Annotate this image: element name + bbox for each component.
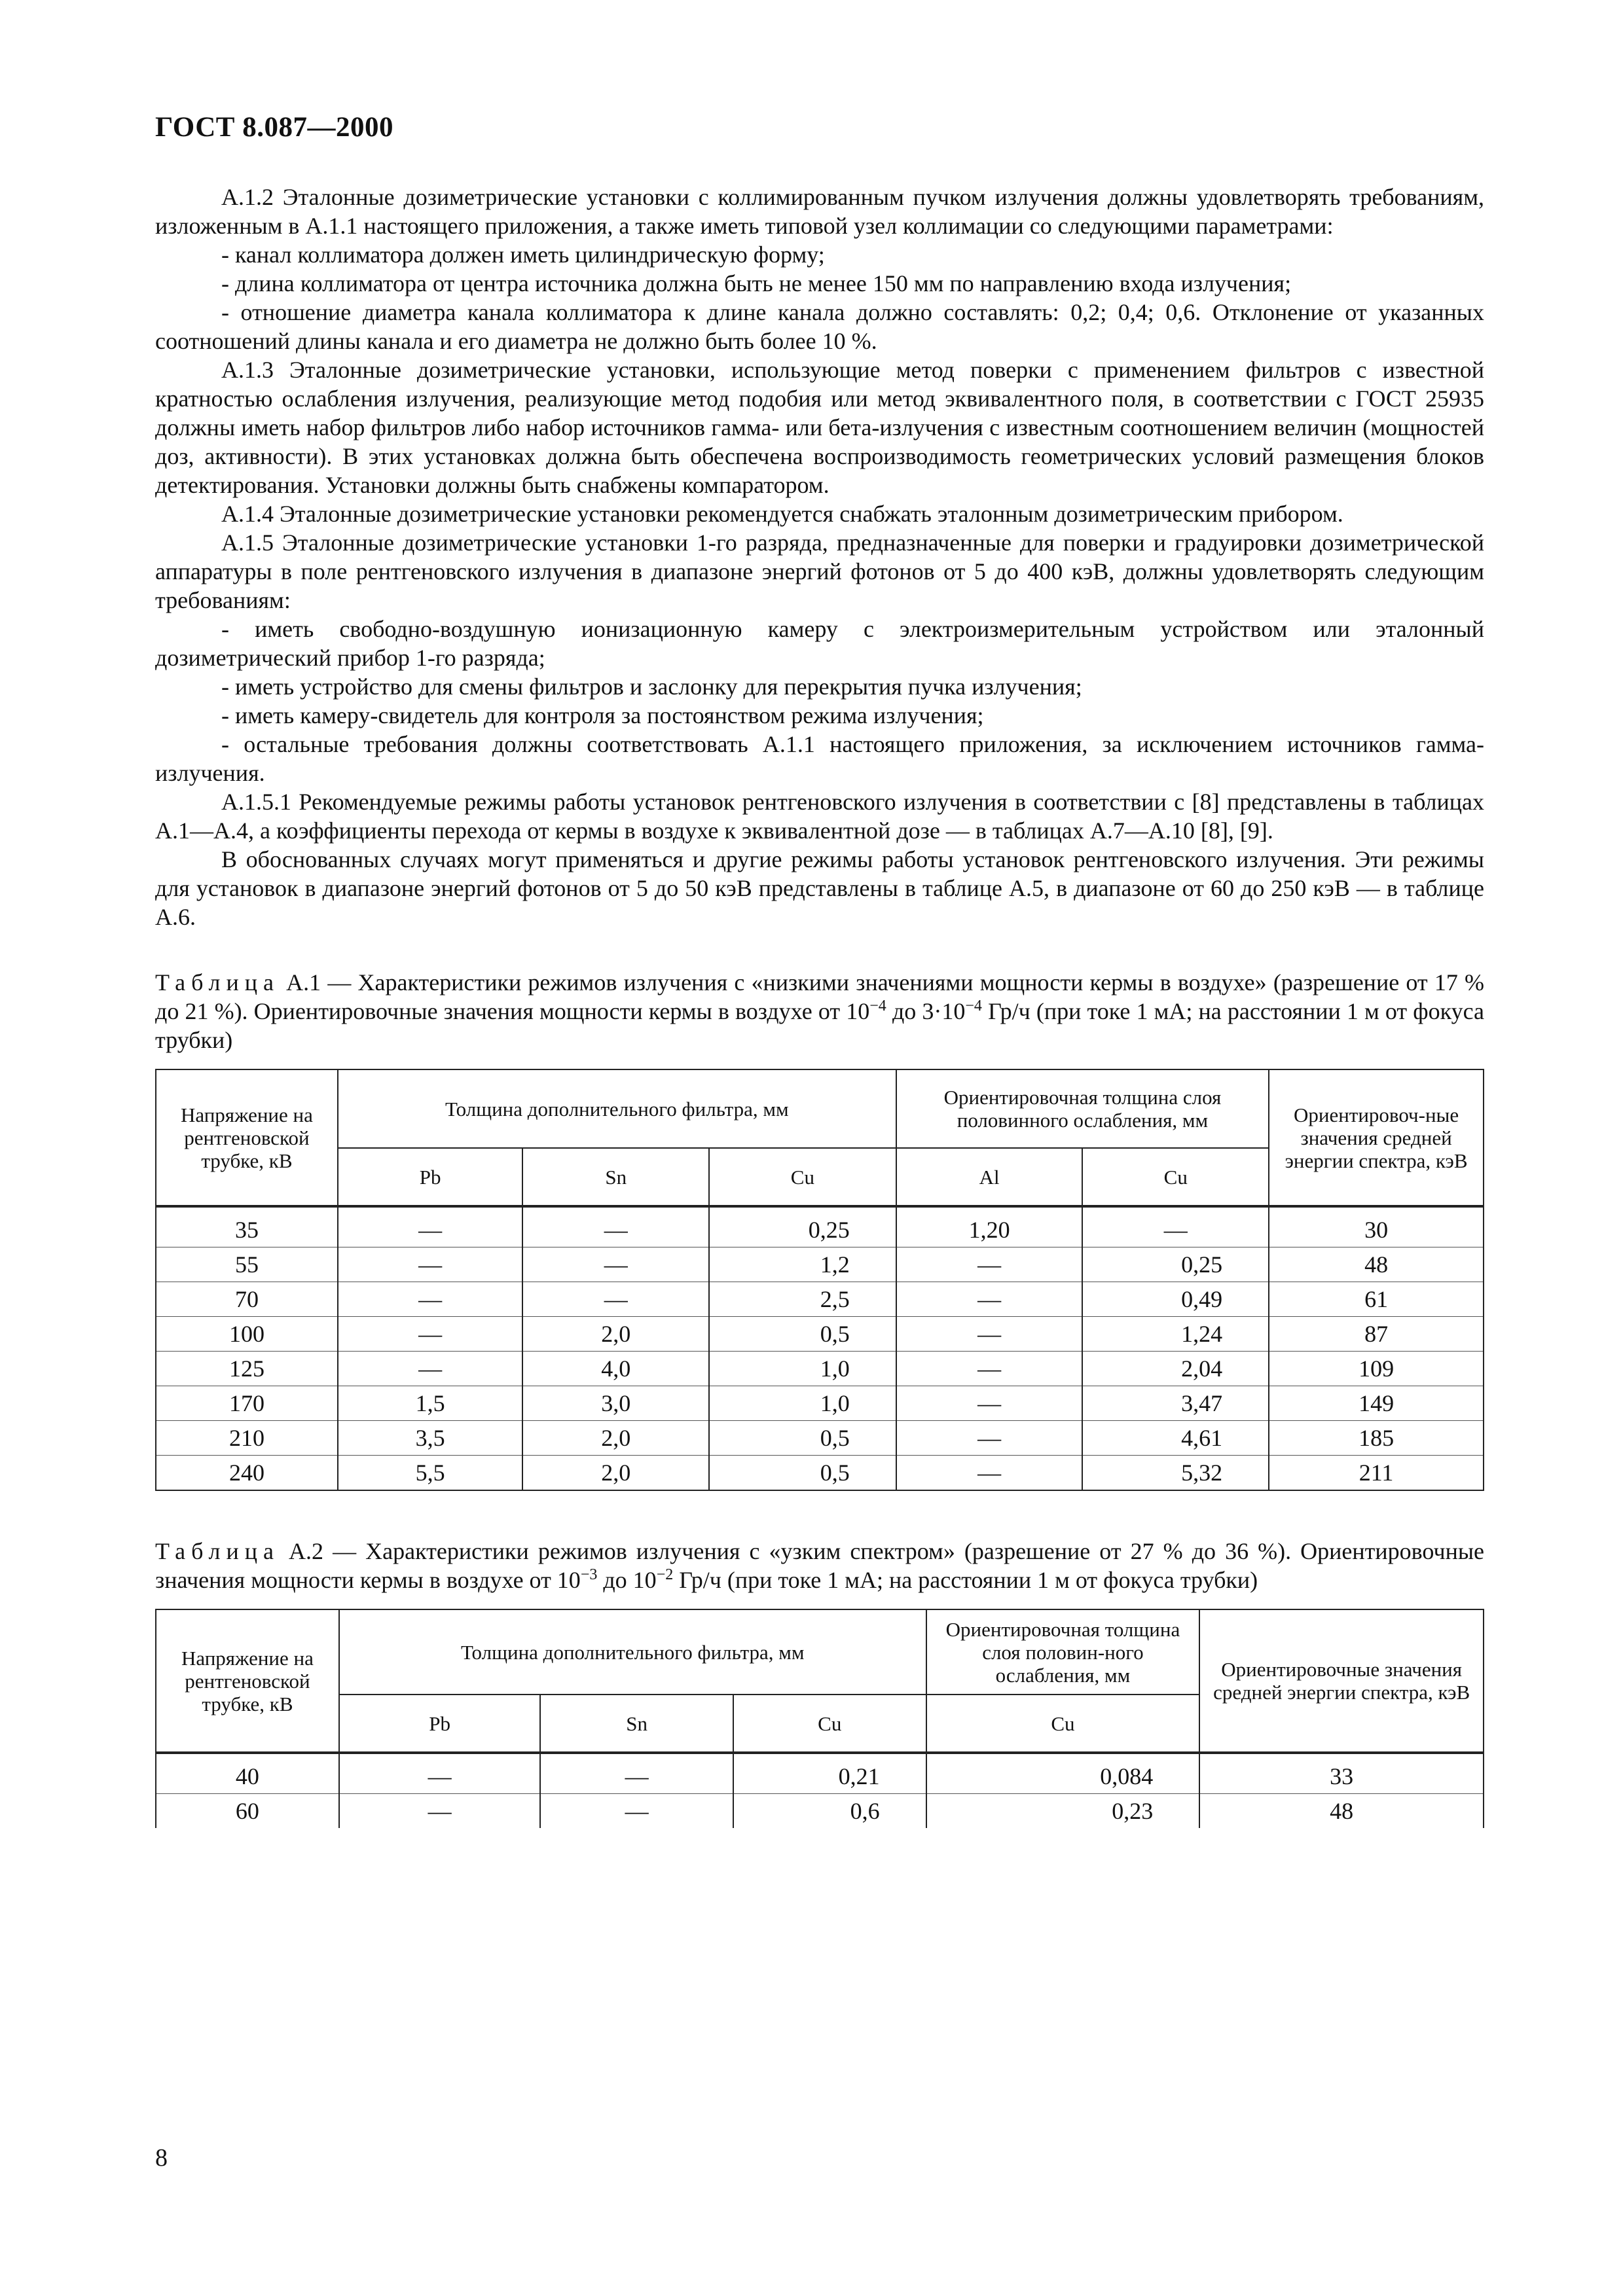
document-page	[155, 111, 1484, 1828]
table-cell: —	[896, 1247, 1083, 1282]
column-header-hvl: Ориентировочная толщина слоя половин-ного ослабления, мм	[926, 1609, 1200, 1695]
table-cell: 2,0	[522, 1456, 709, 1491]
table-cell: 0,6	[733, 1794, 926, 1829]
table-cell: 240	[156, 1456, 338, 1491]
list-item: - иметь камеру-свидетель для контроля за постоянством режима излучения;	[221, 702, 984, 728]
table-cell: —	[338, 1317, 523, 1352]
list-item: - отношение диаметра канала коллиматора к длине канала должно составлять: 0,2; 0,4; 0,6. Отклонение от указанных соотношений длины канала и его диаметра не должно быть более 10 %.	[155, 299, 1484, 354]
table-cell: 4,61	[1082, 1421, 1269, 1456]
table-cell: —	[522, 1247, 709, 1282]
paragraph-a12: А.1.2 Эталонные дозиметрические установки с коллимированным пучком излучения должны удовлетворять требованиям, изложенным в А.1.1 настоящего приложения, а также иметь типовой узел коллимации со следующими параметрами:	[155, 184, 1484, 239]
table-cell: 100	[156, 1317, 338, 1352]
table-caption-text: А.2 — Характеристики режимов излучения с «узким спектром» (разрешение от 27 % до 36 %). Ориентировочные значения мощности кермы в воздухе от 10	[155, 1538, 1485, 1593]
table-cell: 125	[156, 1352, 338, 1386]
column-header-energy: Ориентировоч-ные значения средней энергии спектра, кэВ	[1269, 1069, 1484, 1206]
table-cell: 5,32	[1082, 1456, 1269, 1491]
paragraph-a14: А.1.4 Эталонные дозиметрические установки рекомендуется снабжать эталонным дозиметрическим прибором.	[221, 501, 1343, 527]
table-cell: —	[339, 1794, 541, 1829]
column-header-sn: Sn	[522, 1148, 709, 1206]
table-cell: 0,25	[1082, 1247, 1269, 1282]
table-cell: 87	[1269, 1317, 1484, 1352]
table-caption-exponent: −2	[656, 1566, 674, 1583]
table-cell: —	[540, 1794, 733, 1829]
table-cell: 5,5	[338, 1456, 523, 1491]
table-cell: 210	[156, 1421, 338, 1456]
table-cell: 60	[156, 1794, 339, 1829]
table-cell: —	[522, 1282, 709, 1317]
list-item: - канал коллиматора должен иметь цилиндрическую форму;	[221, 242, 825, 268]
table-cell: 2,5	[709, 1282, 896, 1317]
table-caption-text: до 3·10	[886, 998, 966, 1024]
table-caption-text: до 10	[597, 1567, 657, 1593]
table-cell: 0,5	[709, 1421, 896, 1456]
table-cell: 40	[156, 1753, 339, 1794]
table-caption-a1	[155, 968, 1484, 1054]
table-row	[156, 1352, 1484, 1386]
column-header-cu-hvl: Cu	[1082, 1148, 1269, 1206]
table-cell: 0,23	[926, 1794, 1200, 1829]
table-cell: 3,5	[338, 1421, 523, 1456]
list-item: - иметь свободно-воздушную ионизационную камеру с электроизмерительным устройством или эталонный дозиметрический прибор 1-го разряда;	[155, 616, 1484, 671]
table-cell: 1,0	[709, 1386, 896, 1421]
table-cell: —	[896, 1282, 1083, 1317]
table-a2	[155, 1609, 1484, 1828]
column-header-voltage: Напряжение на рентгеновской трубке, кВ	[156, 1609, 339, 1753]
table-cell: 185	[1269, 1421, 1484, 1456]
table-a1	[155, 1069, 1484, 1491]
table-caption-word: Таблица	[155, 969, 280, 996]
table-row	[156, 1456, 1484, 1491]
table-cell: —	[896, 1317, 1083, 1352]
table-cell: 4,0	[522, 1352, 709, 1386]
table-cell: 48	[1199, 1794, 1484, 1829]
table-cell: 1,5	[338, 1386, 523, 1421]
table-row	[156, 1794, 1484, 1829]
table-caption-exponent: −4	[965, 997, 982, 1014]
column-header-filter: Толщина дополнительного фильтра, мм	[339, 1609, 926, 1695]
table-cell: —	[338, 1282, 523, 1317]
column-header-energy: Ориентировочные значения средней энергии спектра, кэВ	[1199, 1609, 1484, 1753]
table-cell: 48	[1269, 1247, 1484, 1282]
table-caption-word: Таблица	[155, 1538, 280, 1564]
table-cell: 1,0	[709, 1352, 896, 1386]
table-cell: 0,49	[1082, 1282, 1269, 1317]
table-cell: —	[540, 1753, 733, 1794]
table-cell: 0,21	[733, 1753, 926, 1794]
table-cell: 0,084	[926, 1753, 1200, 1794]
table-cell: 33	[1199, 1753, 1484, 1794]
table-cell: 70	[156, 1282, 338, 1317]
list-item: - иметь устройство для смены фильтров и заслонку для перекрытия пучка излучения;	[221, 673, 1082, 700]
table-cell: —	[338, 1206, 523, 1247]
column-header-cu-hvl: Cu	[926, 1695, 1200, 1753]
table-cell: —	[896, 1456, 1083, 1491]
table-caption-text: Гр/ч (при токе 1 мА; на расстоянии 1 м от фокуса трубки)	[673, 1567, 1258, 1593]
table-cell: 30	[1269, 1206, 1484, 1247]
column-header-filter: Толщина дополнительного фильтра, мм	[338, 1069, 896, 1148]
table-cell: 3,0	[522, 1386, 709, 1421]
column-header-hvl: Ориентировочная толщина слоя половинного ослабления, мм	[896, 1069, 1269, 1148]
page-number: 8	[155, 2144, 168, 2172]
table-row	[156, 1317, 1484, 1352]
table-cell: 1,20	[896, 1206, 1083, 1247]
table-cell: 0,5	[709, 1317, 896, 1352]
table-row	[156, 1282, 1484, 1317]
table-cell: 3,47	[1082, 1386, 1269, 1421]
table-cell: —	[522, 1206, 709, 1247]
table-cell: 0,25	[709, 1206, 896, 1247]
column-header-al: Al	[896, 1148, 1083, 1206]
table-cell: 1,24	[1082, 1317, 1269, 1352]
table-cell: —	[338, 1247, 523, 1282]
table-cell: 2,0	[522, 1421, 709, 1456]
table-caption-exponent: −3	[580, 1566, 598, 1583]
list-item: - остальные требования должны соответствовать А.1.1 настоящего приложения, за исключением источников гамма-излучения.	[155, 731, 1484, 786]
table-cell: 2,04	[1082, 1352, 1269, 1386]
table-cell: —	[1082, 1206, 1269, 1247]
paragraph-other-modes: В обоснованных случаях могут применяться и другие режимы работы установок рентгеновского излучения. Эти режимы для установок в диапазоне энергий фотонов от 5 до 50 кэВ представлены в таблице А.5, в диапазоне от 60 до 250 кэВ — в таблице А.6.	[155, 846, 1484, 930]
table-caption-text: Гр/ч (при токе 1 мА; на расстоянии 1 м от фокуса трубки)	[155, 998, 1484, 1053]
table-cell: 1,2	[709, 1247, 896, 1282]
table-caption-a2	[155, 1537, 1484, 1594]
table-row	[156, 1247, 1484, 1282]
table-cell: —	[339, 1753, 541, 1794]
table-row	[156, 1421, 1484, 1456]
table-cell: —	[338, 1352, 523, 1386]
list-item: - длина коллиматора от центра источника должна быть не менее 150 мм по направлению входа излучения;	[221, 270, 1292, 296]
table-cell: 35	[156, 1206, 338, 1247]
table-cell: 55	[156, 1247, 338, 1282]
table-cell: 109	[1269, 1352, 1484, 1386]
table-cell: —	[896, 1421, 1083, 1456]
table-cell: 0,5	[709, 1456, 896, 1491]
column-header-cu: Cu	[709, 1148, 896, 1206]
table-cell: 149	[1269, 1386, 1484, 1421]
paragraph-a151: А.1.5.1 Рекомендуемые режимы работы установок рентгеновского излучения в соответствии с [8] представлены в таблицах А.1—А.4, а коэффициенты перехода от кермы в воздухе к эквивалентной дозе — в таблицах А.7—А.10 [8], [9].	[155, 789, 1484, 844]
table-row	[156, 1206, 1484, 1247]
table-caption-text: А.1 — Характеристики режимов излучения с «низкими значениями мощности кермы в воздухе» (разрешение от 17 % до 21 %). Ориентировочные значения мощности кермы в воздухе от 10	[155, 969, 1485, 1024]
column-header-sn: Sn	[540, 1695, 733, 1753]
document-header: ГОСТ 8.087—2000	[155, 112, 393, 143]
column-header-pb: Pb	[338, 1148, 523, 1206]
table-cell: —	[896, 1352, 1083, 1386]
paragraph-a13: А.1.3 Эталонные дозиметрические установки, использующие метод поверки с применением фильтров с известной кратностью ослабления излучения, реализующие метод подобия или метод эквивалентного поля, в соответствии с ГОСТ 25935 должны иметь набор фильтров либо набор источников гамма- или бета-излучения с известным соотношением величин (мощностей доз, активности). В этих установках должна быть обеспечена воспроизводимость геометрических условий размещения блоков детектирования. Установки должны быть снабжены компаратором.	[155, 357, 1484, 498]
table-cell: 211	[1269, 1456, 1484, 1491]
column-header-pb: Pb	[339, 1695, 541, 1753]
table-cell: —	[896, 1386, 1083, 1421]
table-cell: 170	[156, 1386, 338, 1421]
paragraph-a15: А.1.5 Эталонные дозиметрические установки 1-го разряда, предназначенные для поверки и градуировки дозиметрической аппаратуры в поле рентгеновского излучения в диапазоне энергий фотонов от 5 до 400 кэВ, должны удовлетворять следующим требованиям:	[155, 529, 1484, 613]
column-header-voltage: Напряжение на рентгеновской трубке, кВ	[156, 1069, 338, 1206]
table-cell: 61	[1269, 1282, 1484, 1317]
table-cell: 2,0	[522, 1317, 709, 1352]
column-header-cu: Cu	[733, 1695, 926, 1753]
table-row	[156, 1386, 1484, 1421]
table-caption-exponent: −4	[869, 997, 886, 1014]
table-row	[156, 1753, 1484, 1794]
